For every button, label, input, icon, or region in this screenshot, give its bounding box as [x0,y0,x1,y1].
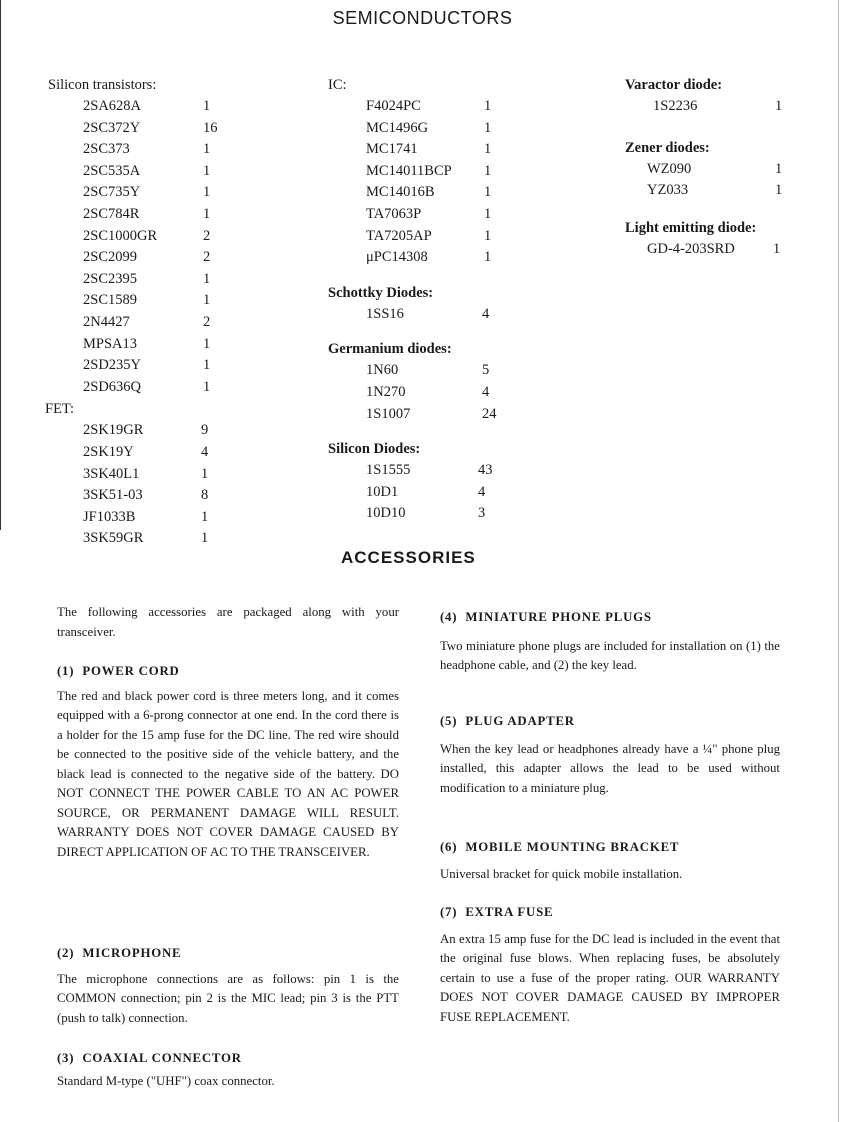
quantity: 16 [203,119,218,136]
fet-list [48,420,268,550]
component-row [48,226,268,248]
component-row [328,96,528,118]
led-list [625,239,835,261]
component-row [328,182,528,204]
component-row [48,139,268,161]
part-number: 10D10 [366,505,406,522]
varactor-diode-title: Varactor diode: [625,77,723,93]
component-row [328,118,528,140]
component-row [48,528,268,550]
quantity: 1 [203,141,211,158]
accessory-text: The microphone connections are as follows: pin 1 is the COMMON connection; pin 2 is the MIC lead; pin 3 is the PTT (push to talk) connection. [57,971,399,1025]
quantity: 1 [775,160,783,177]
part-number: 1S1555 [366,462,411,479]
component-row [328,482,528,504]
accessory-plug-adapter [440,712,780,798]
component-row [48,247,268,269]
part-number: MC14011BCP [366,162,452,179]
component-row [328,139,528,161]
accessory-heading: (7) EXTRA FUSE [440,905,554,919]
component-row [48,161,268,183]
component-row [328,247,528,269]
schottky-diodes-list [328,304,528,326]
quantity: 1 [201,530,209,547]
part-number: YZ033 [647,182,689,199]
accessory-text: Standard M-type ("UHF") coax connector. [57,1073,275,1088]
quantity: 1 [484,141,492,158]
component-row [48,442,268,464]
quantity: 1 [775,182,783,199]
silicon-transistors-list [48,96,268,398]
quantity: 4 [201,443,209,460]
schottky-diodes-title: Schottky Diodes: [328,284,434,301]
accessory-heading: (1) POWER CORD [57,664,180,678]
ic-title: IC: [328,77,347,93]
accessory-phone-plugs [440,608,780,676]
part-number: TA7205AP [366,227,432,244]
part-number: 2SC373 [83,141,130,158]
part-number: 2SA628A [83,98,142,114]
quantity: 9 [201,422,209,439]
part-number: 2N4427 [83,313,130,330]
ic-list [328,96,528,269]
component-row [328,382,528,404]
part-number: 1N60 [366,362,399,379]
part-number: TA7063P [366,205,422,222]
part-number: 2SD235Y [83,357,142,374]
component-row [48,464,268,486]
component-row [328,360,528,382]
quantity: 5 [482,362,490,379]
part-number: MPSA13 [83,335,137,352]
component-row [328,226,528,248]
accessories-intro-text: The following accessories are packaged along with your transceiver. [57,605,399,639]
accessory-heading: (4) MINIATURE PHONE PLUGS [440,610,652,624]
component-row [625,96,835,118]
quantity: 1 [203,378,211,395]
quantity: 4 [478,483,486,500]
part-number: JF1033B [83,508,136,525]
part-number: 3SK59GR [83,530,144,547]
accessory-text: Universal bracket for quick mobile installation. [440,866,683,881]
quantity: 1 [484,184,492,201]
accessory-heading: (5) PLUG ADAPTER [440,714,575,728]
part-number: 2SC1000GR [83,227,158,244]
part-number: MC1741 [366,141,418,158]
quantity: 1 [203,205,211,222]
page-edge-left [0,0,1,530]
component-row [48,290,268,312]
part-number: WZ090 [647,160,692,177]
part-number: 2SC372Y [83,119,141,136]
page-edge-right [838,0,839,1122]
quantity: 3 [478,505,486,522]
component-row [48,118,268,140]
quantity: 1 [203,270,211,287]
component-row [328,204,528,226]
column-transistors [45,75,268,550]
quantity: 1 [203,184,211,201]
accessory-heading: (2) MICROPHONE [57,946,182,960]
varactor-diode-list [625,96,835,118]
part-number: 2SC535A [83,162,141,179]
part-number: μPC14308 [366,249,428,266]
component-row [48,269,268,291]
part-number: 1S1007 [366,405,411,422]
quantity: 2 [203,227,211,244]
accessory-heading: (3) COAXIAL CONNECTOR [57,1051,242,1065]
accessories-intro [57,603,399,642]
quantity: 1 [203,335,211,352]
quantity: 1 [484,227,492,244]
component-row [625,180,835,202]
component-row [48,507,268,529]
quantity: 2 [203,313,211,330]
zener-diodes-list [625,159,835,202]
part-number: 1S2236 [653,98,698,114]
quantity: 1 [201,508,209,525]
quantity: 8 [201,487,209,504]
component-row [625,159,835,181]
zener-diodes-title: Zener diodes: [625,139,710,156]
quantity: 1 [203,162,211,179]
column-ics-diodes [328,75,528,525]
quantity: 1 [773,240,781,257]
part-number: 1N270 [366,383,406,400]
component-row [48,96,268,118]
quantity: 1 [775,98,783,114]
quantity: 1 [484,205,492,222]
semiconductors-title: SEMICONDUCTORS [332,8,513,28]
component-row [48,334,268,356]
part-number: 2SD636Q [83,378,142,395]
quantity: 4 [482,305,490,322]
accessory-extra-fuse [440,903,780,1027]
component-row [328,304,528,326]
accessory-heading: (6) MOBILE MOUNTING BRACKET [440,840,680,854]
component-row [48,420,268,442]
component-row [48,355,268,377]
silicon-diodes-list [328,460,528,525]
accessory-mounting-bracket [440,838,780,884]
silicon-transistors-title: Silicon transistors: [48,77,157,93]
quantity: 2 [203,249,211,266]
part-number: GD-4-203SRD [647,240,735,257]
quantity: 1 [484,98,492,114]
quantity: 1 [484,162,492,179]
component-row [328,503,528,525]
component-row [328,404,528,426]
quantity: 1 [484,249,492,266]
led-title: Light emitting diode: [625,219,757,236]
quantity: 1 [203,98,211,114]
quantity: 24 [482,405,497,422]
part-number: MC1496G [366,119,429,136]
component-row [48,204,268,226]
part-number: 10D1 [366,483,399,500]
column-special-diodes [625,75,835,260]
accessory-text: An extra 15 amp fuse for the DC lead is included in the event that the original fuse blows. When replacing fuses, be absolutely certain to use a fuse of the proper rating. OUR WARRANTY DOES NOT COVER DAMAGE CAUSED BY IMPROPER FUSE REPLACEMENT. [440,931,780,1024]
component-row [625,239,835,261]
part-number: MC14016B [366,184,435,201]
component-row [48,377,268,399]
part-number: 2SC735Y [83,184,141,201]
accessory-power-cord [57,662,399,862]
quantity: 1 [201,465,209,482]
accessory-text: The red and black power cord is three meters long, and it comes equipped with a 6-prong connector at one end. In the cord there is a holder for the 15 amp fuse for the DC line. The red wire should be connected to the positive side of the vehicle battery, and the black lead is connected to the negative side of the battery. DO NOT CONNECT THE POWER CABLE TO AN AC POWER SOURCE, OR PERMANENT DAMAGE WILL RESULT. WARRANTY DOES NOT COVER DAMAGE CAUSED BY DIRECT APPLICATION OF AC TO THE TRANSCEIVER. [57,688,399,859]
part-number: 2SC2099 [83,249,137,266]
accessories-title: ACCESSORIES [341,548,476,567]
quantity: 1 [203,357,211,374]
part-number: 2SK19GR [83,422,144,439]
component-row [328,460,528,482]
part-number: 2SC2395 [83,270,137,287]
quantity: 1 [203,292,211,309]
part-number: F4024PC [366,98,421,114]
accessory-text: When the key lead or headphones already have a ¼" phone plug installed, this adapter allows the lead to be used without modification to a miniature plug. [440,741,780,795]
accessory-text: Two miniature phone plugs are included for installation on (1) the headphone cable, and (2) the key lead. [440,638,780,672]
part-number: 3SK40L1 [83,465,140,482]
part-number: 2SC1589 [83,292,137,309]
part-number: 3SK51-03 [83,487,143,504]
quantity: 43 [478,462,493,479]
accessory-coaxial-connector [57,1049,399,1091]
germanium-diodes-title: Germanium diodes: [328,341,452,358]
accessory-microphone [57,944,399,1028]
silicon-diodes-title: Silicon Diodes: [328,441,421,458]
component-row [48,485,268,507]
component-row [328,161,528,183]
component-row [48,312,268,334]
quantity: 1 [484,119,492,136]
part-number: 1SS16 [366,305,404,322]
component-row [48,182,268,204]
part-number: 2SC784R [83,205,140,222]
fet-title: FET: [45,401,75,418]
germanium-diodes-list [328,360,528,425]
part-number: 2SK19Y [83,443,134,460]
quantity: 4 [482,383,490,400]
